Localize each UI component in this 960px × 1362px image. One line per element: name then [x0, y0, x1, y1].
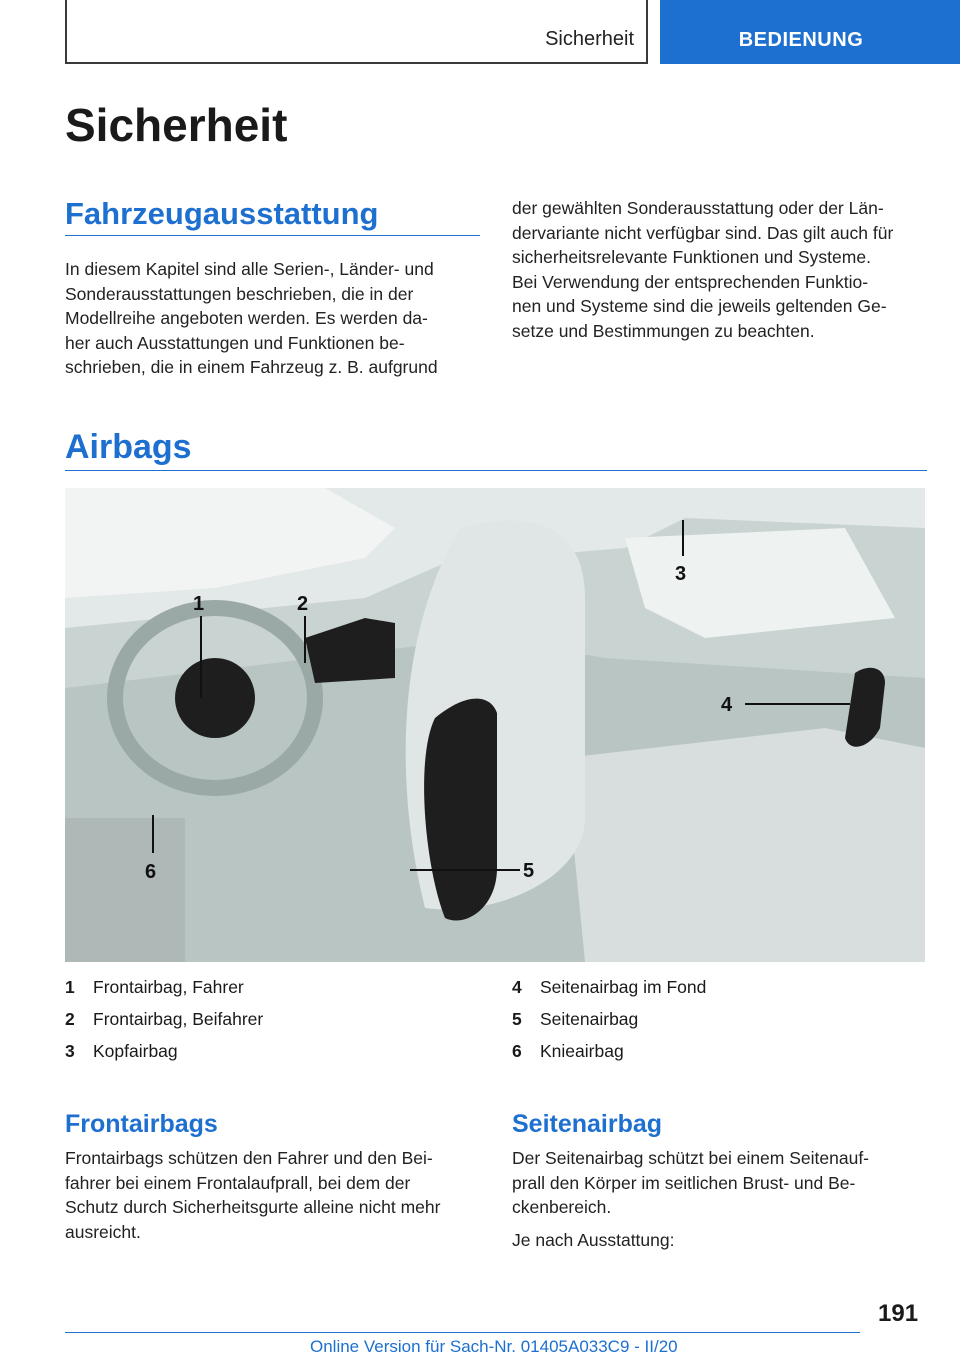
- paragraph-fahrzeug-col2: [512, 196, 932, 343]
- page-title: Sicherheit: [65, 99, 288, 151]
- legend-number: 6: [512, 1041, 522, 1061]
- text-line: her auch Ausstattungen und Funktionen be-: [65, 332, 405, 353]
- legend-item: [512, 1003, 706, 1035]
- legend-number: 1: [65, 977, 75, 997]
- callout-3: 3: [675, 563, 687, 585]
- text-line: schrieben, die in einem Fahrzeug z. B. aufgrund: [65, 357, 438, 377]
- callout-4: 4: [721, 694, 733, 716]
- callout-6: 6: [145, 861, 157, 883]
- page-number: 191: [878, 1300, 919, 1327]
- text-line: setze und Bestimmungen zu beachten.: [512, 320, 815, 341]
- legend-col1: [65, 971, 263, 1067]
- airbag-illustration: [65, 488, 925, 962]
- paragraph-fahrzeug-col1: [65, 257, 485, 380]
- paragraph-seitenairbag: [512, 1146, 942, 1220]
- text-line: Frontairbags schützen den Fahrer und den Bei-: [65, 1148, 433, 1168]
- legend-label: Frontairbag, Fahrer: [93, 977, 244, 997]
- legend-label: Seitenairbag: [540, 1009, 639, 1029]
- legend-item: [65, 1003, 263, 1035]
- text-line: Modellreihe angeboten werden. Es werden da-: [65, 308, 428, 328]
- rear-seat: [565, 728, 925, 962]
- text-line: prall den Körper im seitlichen Brust- und Be-: [512, 1172, 856, 1193]
- callout-1: 1: [193, 593, 205, 615]
- legend-item: [65, 971, 263, 1003]
- header-chapter-tab[interactable]: [660, 0, 960, 64]
- text-line: In diesem Kapitel sind alle Serien-, Länder- und: [65, 259, 434, 279]
- legend-label: Frontairbag, Beifahrer: [93, 1009, 264, 1029]
- callout-5: 5: [523, 860, 535, 882]
- legend-number: 4: [512, 977, 522, 997]
- header-frame: [65, 0, 648, 64]
- legend-label: Seitenairbag im Fond: [540, 977, 707, 997]
- legend-number: 3: [65, 1041, 75, 1061]
- paragraph-frontairbags: [65, 1146, 495, 1244]
- text-line: ausreicht.: [65, 1221, 141, 1242]
- legend-number: 5: [512, 1009, 522, 1029]
- paragraph-je-nach-ausstattung: Je nach Ausstattung:: [512, 1230, 675, 1250]
- legend-item: [65, 1035, 263, 1067]
- text-line: Sonderausstattungen beschrieben, die in der: [65, 283, 414, 304]
- text-line: dervariante nicht verfügbar sind. Das gilt auch für: [512, 222, 894, 243]
- heading-airbags: Airbags: [65, 428, 192, 466]
- text-line: sicherheitsrelevante Funktionen und Systeme.: [512, 247, 871, 267]
- text-line: nen und Systeme sind die jeweils geltenden Ge-: [512, 296, 887, 316]
- airbag-driver: [175, 658, 255, 738]
- heading-rule: [65, 235, 480, 236]
- text-line: Bei Verwendung der entsprechenden Funktio-: [512, 271, 869, 292]
- text-line: Der Seitenairbag schützt bei einem Seitenauf-: [512, 1148, 870, 1168]
- footer-rule: [65, 1332, 860, 1333]
- legend-item: [512, 971, 706, 1003]
- heading-fahrzeugausstattung: Fahrzeugausstattung: [65, 196, 379, 231]
- heading-frontairbags: Frontairbags: [65, 1110, 218, 1138]
- header-chapter-label: BEDIENUNG: [738, 29, 864, 51]
- heading-rule: [65, 470, 927, 471]
- legend-col2: [512, 971, 706, 1067]
- knee-area: [65, 818, 185, 962]
- footer-online-version[interactable]: Online Version für Sach-Nr. 01405A033C9 - II/20: [310, 1337, 678, 1356]
- header-section-title: Sicherheit: [545, 28, 634, 50]
- callout-2: 2: [297, 593, 309, 615]
- text-line: Schutz durch Sicherheitsgurte alleine nicht mehr: [65, 1197, 441, 1217]
- heading-seitenairbag: Seitenairbag: [512, 1110, 663, 1138]
- text-line: fahrer bei einem Frontalaufprall, bei dem der: [65, 1172, 411, 1193]
- text-line: ckenbereich.: [512, 1197, 612, 1217]
- legend-label: Kopfairbag: [93, 1041, 178, 1061]
- legend-item: [512, 1035, 706, 1067]
- legend-label: Knieairbag: [540, 1041, 624, 1061]
- legend-number: 2: [65, 1009, 75, 1029]
- text-line: der gewählten Sonderausstattung oder der Län-: [512, 198, 884, 218]
